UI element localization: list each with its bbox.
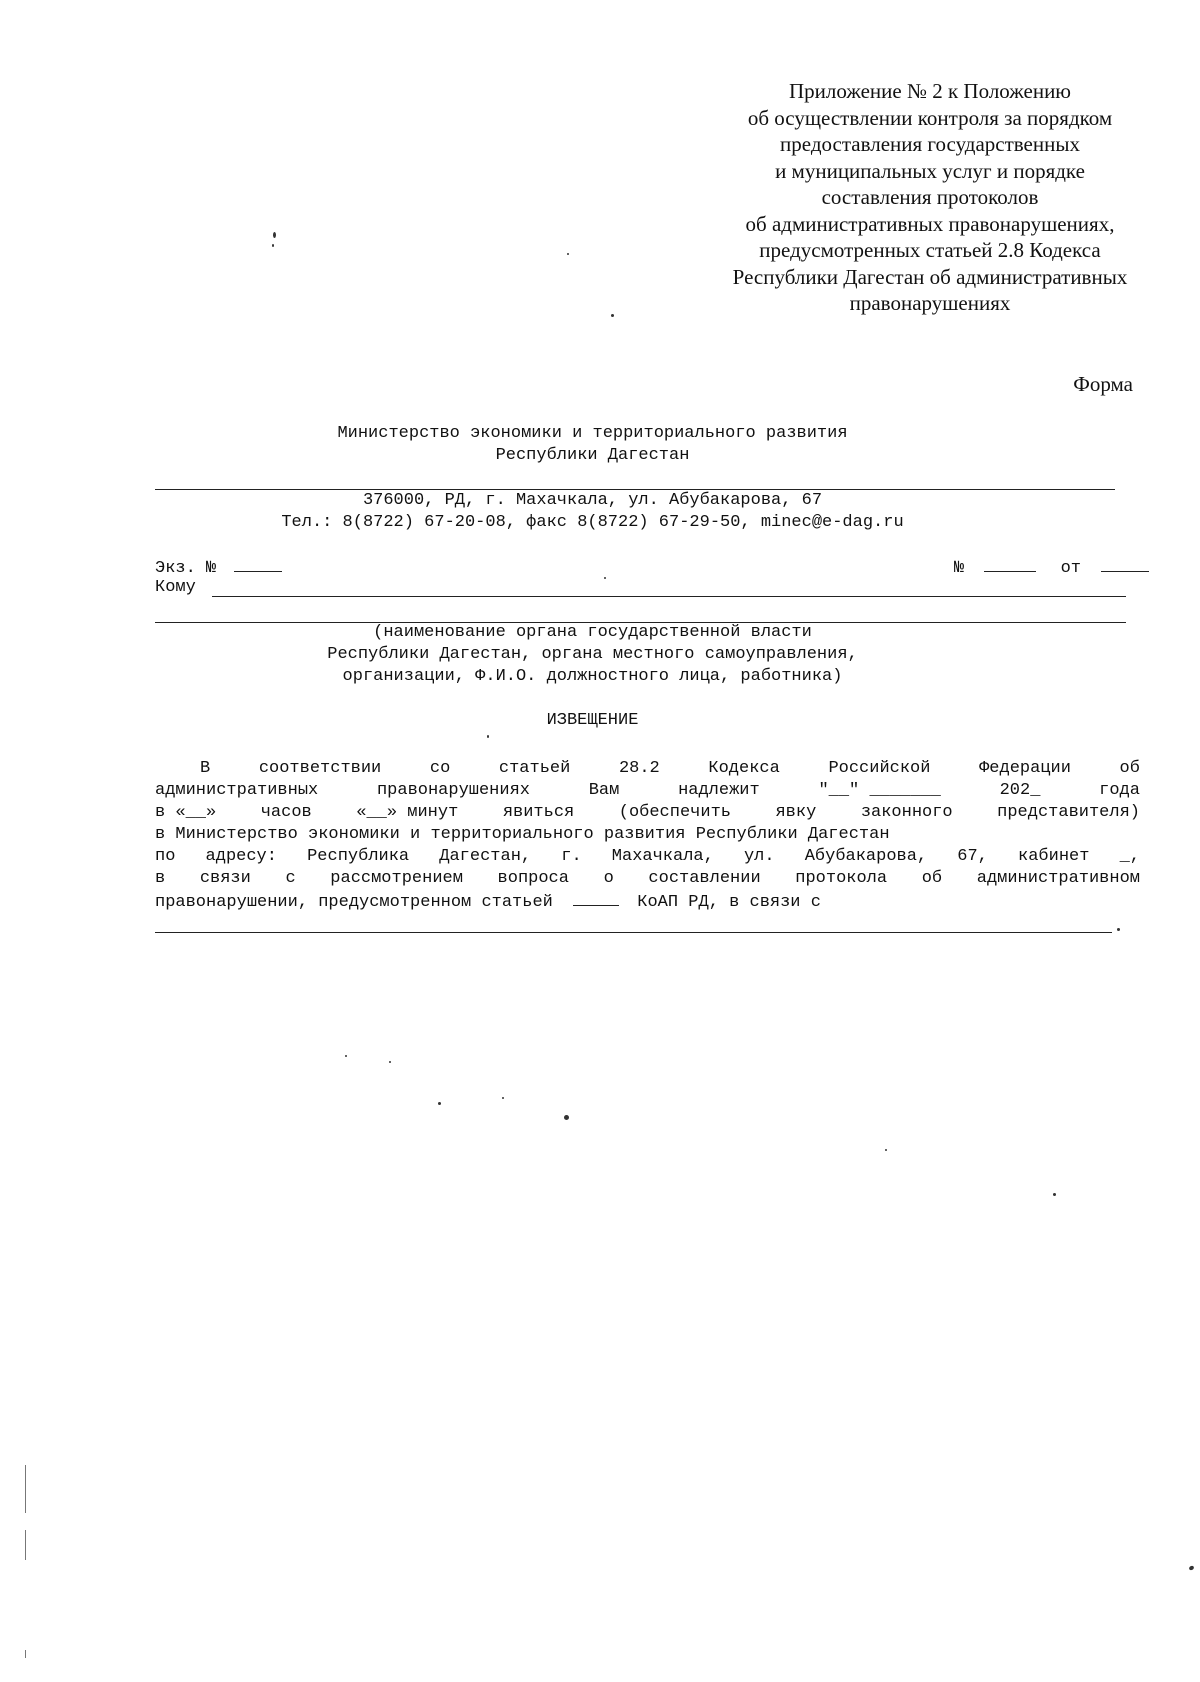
scan-speck	[564, 1115, 569, 1120]
word: с	[285, 869, 296, 888]
scan-speck	[389, 1061, 391, 1063]
word: вопроса	[497, 869, 569, 888]
scan-edge-mark	[25, 1650, 26, 1658]
word: в	[155, 869, 166, 888]
notice-line-7-text-2: КоАП РД, в связи с	[637, 893, 821, 912]
scan-edge-mark	[25, 1465, 26, 1513]
notice-line-6	[155, 869, 1140, 888]
scan-speck	[273, 232, 276, 238]
scan-speck	[604, 577, 606, 579]
word: по	[155, 847, 176, 866]
word: Республика	[307, 847, 410, 866]
scan-speck	[1188, 1565, 1194, 1571]
notice-line-5	[155, 847, 1140, 866]
scan-speck	[885, 1149, 887, 1151]
ministry-region: Республики Дагестан	[495, 446, 690, 465]
scan-speck	[487, 735, 489, 738]
minutes-blank[interactable]: «__» минут	[356, 803, 459, 822]
recipient-caption-line: организации, Ф.И.О. должностного лица, работника)	[342, 667, 843, 686]
word: статьей	[498, 759, 571, 778]
word: административном	[976, 869, 1140, 888]
copy-number-blank[interactable]	[234, 557, 282, 572]
reason-line[interactable]	[155, 932, 1112, 933]
word: года	[1099, 781, 1140, 800]
recipient-label: Кому	[155, 578, 196, 597]
word: надлежит	[678, 781, 760, 800]
ministry-address: 376000, РД, г. Махачкала, ул. Абубакарова, 67	[362, 491, 823, 510]
word: протокола	[795, 869, 888, 888]
word: Федерации	[979, 759, 1071, 778]
period-mark	[1117, 928, 1120, 931]
word: 67,	[957, 847, 988, 866]
word: рассмотрением	[330, 869, 463, 888]
hours-blank[interactable]: в «__»	[155, 803, 217, 822]
scan-speck	[502, 1097, 504, 1099]
word: о	[603, 869, 614, 888]
scan-speck	[1053, 1193, 1056, 1196]
word: об	[921, 869, 943, 888]
appendix-line: об административных правонарушениях,	[745, 211, 1115, 236]
recipient-caption-line: (наименование органа государственной власти	[373, 623, 812, 642]
notice-line-7-text: правонарушении, предусмотренном статьей	[155, 893, 553, 912]
scan-speck	[438, 1102, 441, 1105]
word: часов	[260, 803, 312, 822]
copy-number-label: Экз. №	[155, 559, 217, 578]
document-number-blank[interactable]	[984, 557, 1036, 572]
notice-line-7	[155, 891, 821, 912]
appendix-line: и муниципальных услуг и порядке	[775, 158, 1085, 183]
ministry-contacts: Тел.: 8(8722) 67-20-08, факс 8(8722) 67-29-50, minec@e-dag.ru	[281, 513, 904, 532]
form-label: Форма	[1073, 372, 1133, 396]
word: 28.2	[618, 759, 660, 778]
document-number-field	[954, 557, 1149, 578]
word: г.	[561, 847, 582, 866]
word: составлении	[648, 869, 761, 888]
word: кабинет	[1018, 847, 1090, 866]
appendix-line: составления протоколов	[821, 185, 1039, 209]
document-number-label: №	[954, 559, 965, 578]
room-blank[interactable]: _,	[1119, 847, 1140, 866]
notice-line-1	[155, 759, 1140, 778]
word: Вам	[588, 781, 620, 800]
word: 202_	[999, 781, 1041, 800]
article-blank[interactable]	[573, 891, 619, 906]
appendix-header	[690, 78, 1170, 317]
word: явку	[775, 803, 817, 822]
word: Абубакарова,	[804, 847, 928, 866]
appendix-line: Приложение № 2 к Положению	[788, 79, 1071, 103]
date-blank[interactable]: "__" _______	[818, 781, 941, 800]
word: об	[1119, 759, 1140, 778]
scan-speck	[611, 314, 614, 317]
document-date-label: от	[1060, 559, 1082, 578]
appendix-line: предусмотренных статьей 2.8 Кодекса	[759, 238, 1101, 262]
ministry-name: Министерство экономики и территориального развития	[337, 424, 848, 443]
word: Кодекса	[708, 759, 780, 778]
word: В	[200, 759, 211, 778]
appendix-line: предоставления государственных	[780, 132, 1080, 156]
letterhead-divider	[155, 489, 1115, 490]
word: Дагестан,	[439, 847, 532, 866]
document-date-blank[interactable]	[1101, 557, 1149, 572]
word: Российской	[828, 759, 931, 778]
word: законного	[860, 803, 953, 822]
notice-line-3	[155, 803, 1140, 822]
word: адресу:	[205, 847, 277, 866]
recipient-line[interactable]	[212, 596, 1126, 597]
notice-title: ИЗВЕЩЕНИЕ	[546, 711, 639, 730]
word: со	[429, 759, 451, 778]
appendix-line: правонарушениях	[849, 291, 1011, 315]
notice-line-2	[155, 781, 1140, 800]
word: правонарушениях	[376, 781, 530, 800]
word: ул.	[743, 847, 775, 866]
word: явиться	[502, 803, 575, 822]
scan-speck	[567, 253, 569, 255]
word: (обеспечить	[618, 803, 731, 822]
appendix-line: Республики Дагестан об административных	[732, 264, 1128, 289]
word: административных	[155, 781, 319, 800]
word: представителя)	[997, 803, 1140, 822]
scan-speck	[345, 1055, 347, 1057]
word: связи	[199, 869, 251, 888]
recipient-caption-line: Республики Дагестан, органа местного самоуправления,	[327, 645, 858, 664]
scan-speck	[272, 244, 274, 247]
scan-edge-mark	[25, 1530, 26, 1560]
word: Махачкала,	[611, 847, 714, 866]
word: соответствии	[258, 759, 382, 778]
notice-line-4: в Министерство экономики и территориального развития Республики Дагестан	[155, 825, 890, 844]
appendix-line: об осуществлении контроля за порядком	[747, 105, 1113, 130]
copy-number-field	[155, 557, 282, 578]
